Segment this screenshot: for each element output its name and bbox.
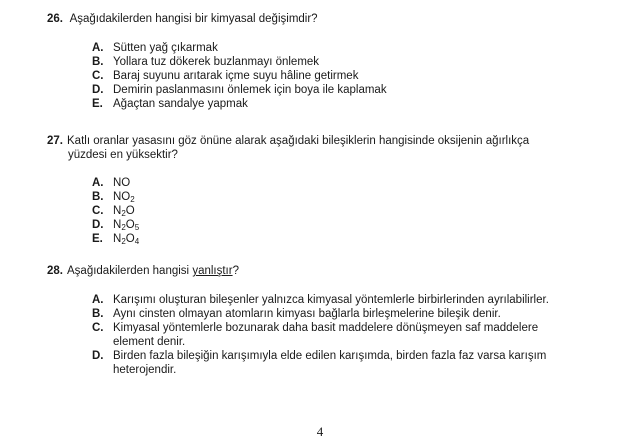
option-letter: C. <box>92 322 104 334</box>
question-number: 28. <box>47 265 63 277</box>
formula-symbol: N <box>113 219 122 231</box>
option-d <box>92 218 612 232</box>
formula-subscript: 2 <box>121 237 126 246</box>
question-27-stem <box>47 134 607 162</box>
option-formula <box>113 232 612 246</box>
option-e <box>92 232 612 246</box>
option-letter: D. <box>92 350 104 362</box>
option-letter: A. <box>92 177 104 189</box>
formula-symbol: N <box>113 233 122 245</box>
question-text: Aşağıdakilerden hangisi bir kimyasal değişimdir? <box>69 13 318 25</box>
question-26-stem <box>47 12 607 26</box>
option-b <box>92 55 612 69</box>
formula-symbol: O <box>125 219 135 231</box>
option-text-continued: element denir. <box>113 336 186 348</box>
option-formula <box>113 218 612 232</box>
question-number: 27. <box>47 135 63 147</box>
option-letter: B. <box>92 308 104 320</box>
formula-symbol: NO <box>113 177 131 189</box>
option-text: Demirin paslanmasını önlemek için boya ile kaplamak <box>113 84 387 96</box>
question-underlined-word: yanlıştır <box>192 265 233 277</box>
formula-subscript: 4 <box>134 237 140 246</box>
option-letter: B. <box>92 56 104 68</box>
question-text-line-2: yüzdesi en yüksektir? <box>68 149 178 161</box>
option-letter: C. <box>92 70 104 82</box>
option-c <box>92 204 612 218</box>
question-26-options <box>92 41 612 111</box>
option-d <box>92 83 612 97</box>
question-28-options <box>92 293 612 377</box>
option-letter: C. <box>92 205 104 217</box>
option-letter: D. <box>92 84 104 96</box>
question-28-stem <box>47 264 607 278</box>
option-b <box>92 307 612 321</box>
question-27-options <box>92 176 612 246</box>
option-letter: A. <box>92 42 104 54</box>
option-c <box>92 321 612 349</box>
option-formula <box>113 190 612 204</box>
option-e <box>92 97 612 111</box>
option-letter: D. <box>92 219 104 231</box>
option-letter: E. <box>92 98 103 110</box>
formula-subscript: 5 <box>134 223 140 232</box>
option-text: Aynı cinsten olmayan atomların kimyası bağlarla birleşmelerine bileşik denir. <box>113 308 501 320</box>
option-text: Baraj suyunu arıtarak içme suyu hâline getirmek <box>113 70 359 82</box>
option-letter: E. <box>92 233 103 245</box>
formula-symbol: O <box>125 205 135 217</box>
option-formula <box>113 204 612 218</box>
option-text-continued: heterojendir. <box>113 364 177 376</box>
option-letter: A. <box>92 294 104 306</box>
option-a <box>92 176 612 190</box>
option-c <box>92 69 612 83</box>
option-text: Kimyasal yöntemlerle bozunarak daha basit maddelere dönüşmeyen saf maddelere <box>113 322 539 334</box>
option-a <box>92 41 612 55</box>
formula-subscript: 2 <box>121 223 126 232</box>
option-d <box>92 349 612 377</box>
question-number: 26. <box>47 13 63 25</box>
question-suffix: ? <box>232 265 239 277</box>
question-text: Aşağıdakilerden hangisi <box>67 265 193 277</box>
option-text: Sütten yağ çıkarmak <box>113 42 218 54</box>
formula-symbol: NO <box>113 191 131 203</box>
option-b <box>92 190 612 204</box>
option-text: Birden fazla bileşiğin karışımıyla elde edilen karışımda, birden fazla faz varsa karışım <box>113 350 547 362</box>
question-text-line-1: Katlı oranlar yasasını göz önüne alarak aşağıdaki bileşiklerin hangisinde oksijenin ağırlıkça <box>67 135 530 147</box>
option-formula <box>113 176 612 190</box>
option-text: Yollara tuz dökerek buzlanmayı önlemek <box>113 56 320 68</box>
formula-subscript: 2 <box>121 209 126 218</box>
page-number: 4 <box>316 424 324 439</box>
option-text: Ağaçtan sandalye yapmak <box>113 98 248 110</box>
formula-subscript: 2 <box>130 195 135 204</box>
option-letter: B. <box>92 191 104 203</box>
formula-symbol: N <box>113 205 122 217</box>
option-text: Karışımı oluşturan bileşenler yalnızca kimyasal yöntemlerle birbirlerinden ayrılabilirler. <box>113 294 549 306</box>
option-a <box>92 293 612 307</box>
formula-symbol: O <box>125 233 135 245</box>
